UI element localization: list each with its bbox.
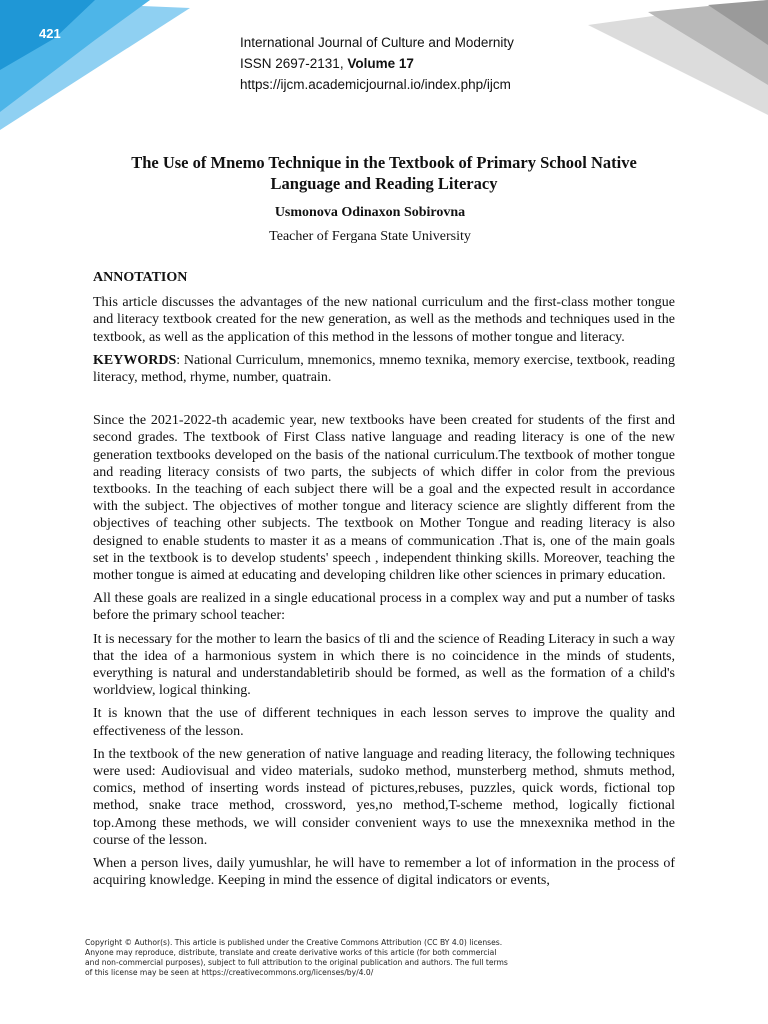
title-line-1: The Use of Mnemo Technique in the Textbook of Primary School Native [131, 153, 637, 172]
annotation-heading: ANNOTATION [93, 270, 188, 285]
journal-name: International Journal of Culture and Modernity [240, 35, 514, 50]
footer-line: and non-commercial purposes), subject to full attribution to the original publication and authors. The full terms [85, 958, 508, 967]
body-paragraph: All these goals are realized in a single educational process in a complex way and put a number of tasks before the primary school teacher: [93, 591, 675, 624]
paper-title [80, 152, 688, 194]
copyright-footer [85, 938, 645, 978]
footer-line: Copyright © Author(s). This article is published under the Creative Commons Attribution (CC BY 4.0) licenses. [85, 938, 503, 947]
journal-url: https://ijcm.academicjournal.io/index.php/ijcm [240, 77, 511, 92]
annotation-text: This article discusses the advantages of the new national curriculum and the first-class mother tongue and literacy textbook created for the new generation, as well as the methods and techniques used in the textbook, as well as the application of this method in the lessons of mother tongue and literacy. [93, 295, 675, 345]
footer-line: of this license may be seen at https://creativecommons.org/licenses/by/4.0/ [85, 968, 374, 977]
author-affiliation: Teacher of Fergana State University [269, 229, 471, 244]
keywords-paragraph [93, 352, 675, 386]
journal-header [240, 32, 514, 95]
keywords-text: : National Curriculum, mnemonics, mnemo texnika, memory exercise, textbook, reading literacy, method, rhyme, number, quatrain. [93, 352, 675, 386]
issn: ISSN 2697-2131, [240, 56, 348, 71]
page-number: 421 [39, 26, 61, 41]
body-paragraph: When a person lives, daily yumushlar, he will have to remember a lot of information in the process of acquiring knowledge. Keeping in mind the essence of digital indicators or events, [93, 856, 675, 889]
blue-corner-decoration [0, 0, 195, 130]
author-name: Usmonova Odinaxon Sobirovna [274, 205, 466, 220]
title-line-2: Language and Reading Literacy [270, 174, 498, 193]
article-body [93, 269, 675, 896]
body-paragraph: It is known that the use of different techniques in each lesson serves to improve the quality and effectiveness of the lesson. [93, 706, 675, 739]
body-paragraph: In the textbook of the new generation of native language and reading literacy, the following techniques were used: Audiovisual and video materials, sudoko method, munsterberg method, shmuts method, comics, method of inserting words instead of pictures,rebuses, puzzles, quick words, fictional top method, snake trace method, crossword, yes,no method,T-scheme method, logically fictional top.Among these methods, we will consider convenient ways to use the mnexexnika method in the course of the lesson. [93, 746, 675, 848]
footer-line: Anyone may reproduce, distribute, translate and create derivative works of this article (for both commercial [85, 948, 497, 957]
body-paragraph: It is necessary for the mother to learn the basics of tli and the science of Reading Literacy in such a way that the idea of a harmonious system in which there is no coincidence in the minds of students, everything is natural and understandabletirib should be formed, as well as the formation of a child's worldview, logical thinking. [93, 631, 675, 699]
issn-volume [240, 53, 514, 74]
volume: Volume 17 [347, 56, 414, 71]
keywords-label: KEYWORDS [93, 352, 177, 368]
grey-corner-decoration [588, 0, 768, 130]
body-paragraph: Since the 2021-2022-th academic year, new textbooks have been created for students of the first and second grades. The textbook of First Class native language and reading literacy is one of the new generation textbooks developed on the basis of the national curriculum.The textbook of mother tongue and reading literacy consists of two parts, the subjects of which differ in color from the previous textbooks. In the teaching of each subject there will be a goal and the expected result in accordance with the subject. The objectives of mother tongue and literacy science are slightly different from the objectives of teaching other subjects. The textbook on Mother Tongue and reading literacy is also designed to enable students to master it as a means of communication .That is, one of the main goals set in the textbook is to develop students' speech , independent thinking skills. Moreover, teaching the mother tongue is aimed at educating and developing children like other sciences in primary education. [93, 413, 675, 584]
